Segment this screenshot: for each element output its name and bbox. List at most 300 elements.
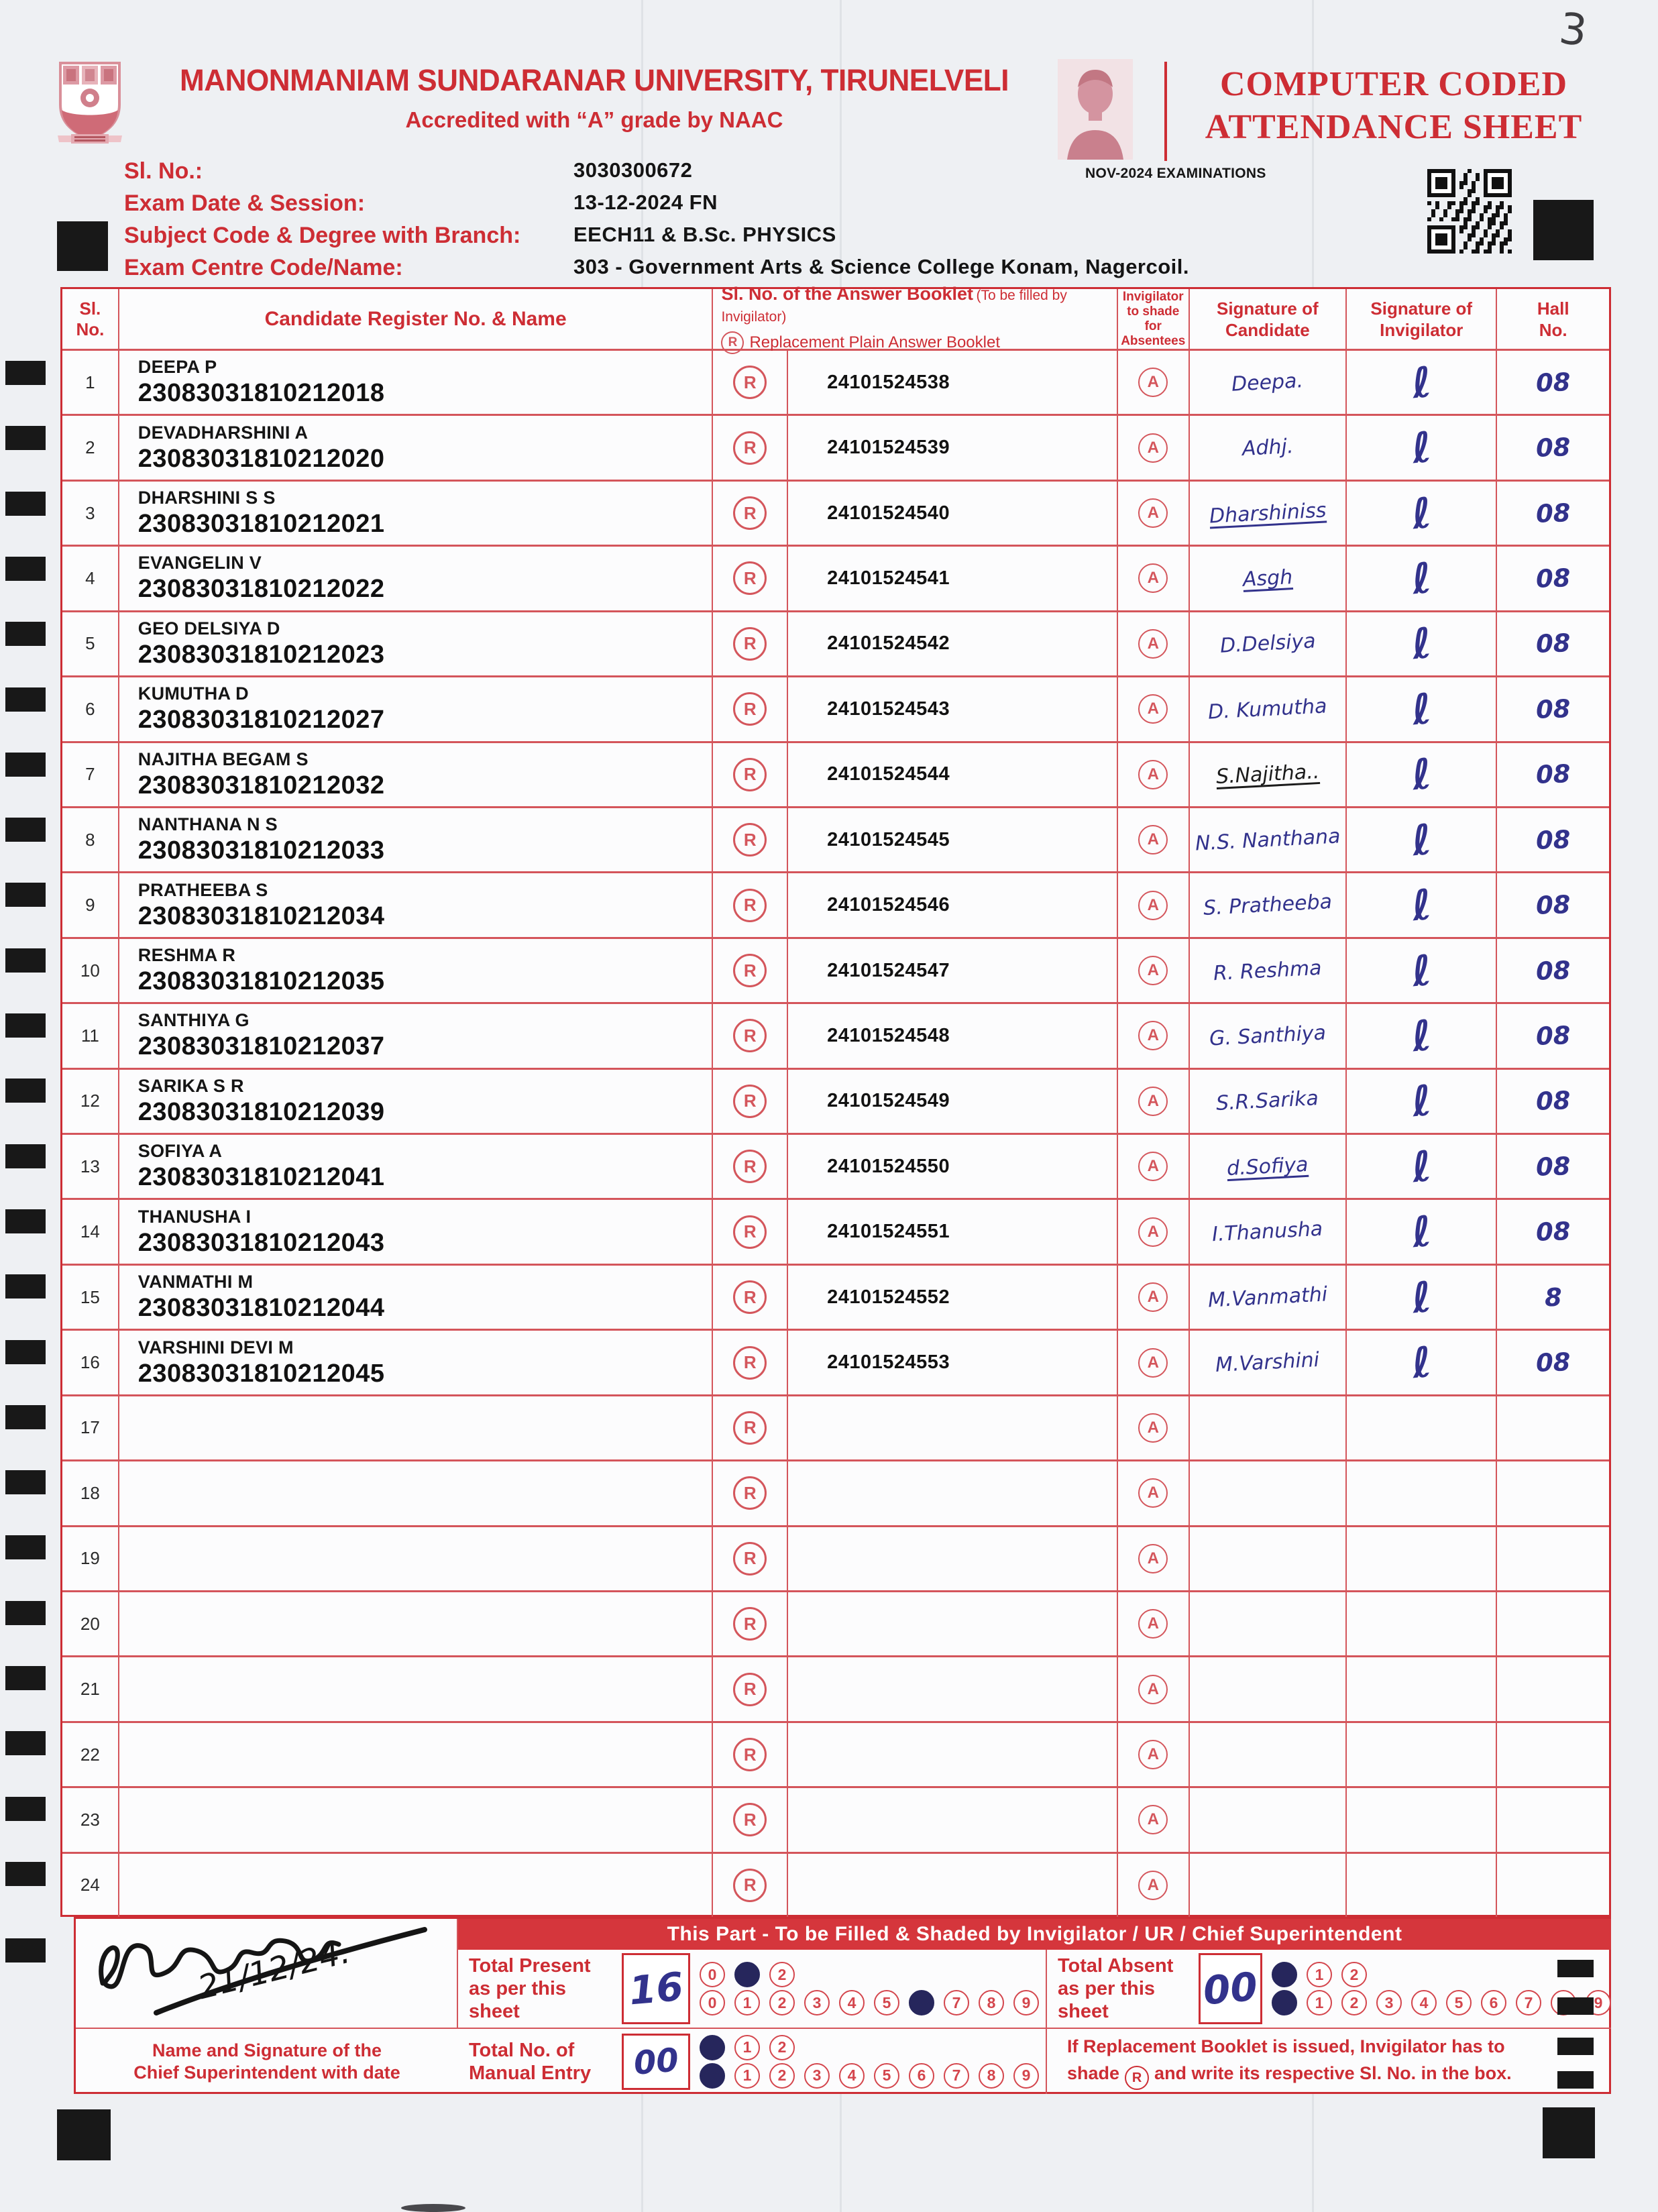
bubble-1: 1 [1307, 1962, 1332, 1987]
absent-indicator [1118, 1200, 1190, 1263]
bubble-7: 7 [1516, 1990, 1541, 2015]
row-number: 15 [62, 1266, 119, 1329]
candidate-signature [1190, 351, 1347, 414]
invigilator-signature [1347, 547, 1497, 610]
header-hall: Hall No. [1537, 298, 1569, 340]
invigilator-signature-glyph: ℓ [1408, 1010, 1434, 1062]
hall-number [1497, 1854, 1609, 1917]
table-row [62, 1527, 1609, 1592]
registration-square [57, 221, 108, 271]
candidate-signature-text: M.Varshini [1215, 1347, 1321, 1378]
absent-indicator [1118, 1135, 1190, 1198]
invigilator-signature [1347, 1461, 1497, 1525]
replacement-symbol-icon: R [733, 561, 767, 595]
hall-number [1497, 1004, 1609, 1067]
hall-number [1497, 1461, 1609, 1525]
candidate-signature-text: N.S. Nanthana [1194, 824, 1341, 856]
table-row [62, 1788, 1609, 1853]
invigilator-signature [1347, 416, 1497, 479]
replacement-indicator [713, 1396, 788, 1459]
header-signature-invigilator: Signature of Invigilator [1347, 289, 1497, 349]
candidate-signature-text: d.Sofiya [1226, 1152, 1309, 1180]
manual-entry-bubbles [700, 2032, 1039, 2091]
absent-indicator [1118, 416, 1190, 479]
hall-number [1497, 612, 1609, 675]
bubble-0-filled [700, 2063, 725, 2089]
candidate-signature-text: Asgh [1241, 565, 1293, 592]
slno-value: 3030300672 [573, 158, 693, 182]
candidate-name: THANUSHA I [137, 1206, 252, 1227]
replacement-indicator [713, 1461, 788, 1525]
bubble-7: 7 [944, 1990, 969, 2015]
invigilator-summary-table [74, 1917, 1611, 2094]
candidate-name: DHARSHINI S S [137, 488, 276, 508]
absent-symbol-icon: A [1138, 694, 1168, 724]
replacement-symbol-icon: R [733, 1738, 767, 1771]
candidate-cell [119, 1592, 714, 1655]
registration-mark [5, 1862, 46, 1886]
invigilator-signature [1347, 351, 1497, 414]
booklet-number: 24101524541 [788, 547, 1118, 610]
row-number: 12 [62, 1070, 119, 1133]
absent-indicator [1118, 1592, 1190, 1655]
absent-symbol-icon: A [1138, 1871, 1168, 1900]
replacement-indicator [713, 1004, 788, 1067]
invigilator-signature-glyph: ℓ [1408, 945, 1434, 996]
bubble-9: 9 [1586, 1990, 1611, 2015]
invigilator-signature [1347, 1331, 1497, 1394]
invigilator-signature-glyph: ℓ [1408, 879, 1434, 931]
booklet-number [788, 1788, 1118, 1851]
booklet-number: 24101524546 [788, 873, 1118, 936]
replacement-symbol-icon: R [733, 1476, 767, 1510]
absent-indicator [1118, 743, 1190, 806]
candidate-signature [1190, 1396, 1347, 1459]
row-number: 5 [62, 612, 119, 675]
candidate-cell [119, 1723, 714, 1786]
bubble-row-tens [700, 2035, 1039, 2060]
registration-mark [5, 948, 46, 973]
row-number: 9 [62, 873, 119, 936]
registration-mark [5, 622, 46, 646]
manual-entry-section [458, 2029, 1047, 2094]
replacement-symbol-icon: R [733, 1869, 767, 1902]
candidate-signature [1190, 1657, 1347, 1720]
university-name: MANONMANIAM SUNDARANAR UNIVERSITY, TIRUNELVELI [180, 63, 1009, 97]
hall-number-text: 08 [1535, 759, 1571, 790]
candidate-cell [119, 1135, 714, 1198]
absent-symbol-icon: A [1138, 1478, 1168, 1508]
bubble-0-filled [1272, 1990, 1297, 2015]
candidate-cell [119, 482, 714, 545]
row-number: 10 [62, 939, 119, 1002]
bubble-1: 1 [734, 2035, 760, 2060]
absent-symbol-icon: A [1138, 563, 1168, 593]
absent-symbol-icon: A [1138, 891, 1168, 920]
bubble-4: 4 [1411, 1990, 1437, 2015]
info-row-exam-date [124, 190, 1466, 219]
header-booklet: Sl. No. of the Answer Booklet (To be filled by Invigilator) R Replacement Plain Answer Booklet [713, 289, 1117, 349]
invigilator-signature [1347, 1854, 1497, 1917]
table-row [62, 1070, 1609, 1135]
total-present-section [458, 1950, 1047, 2029]
bubble-row-units [700, 1990, 1039, 2015]
invigilator-signature-glyph: ℓ [1408, 1076, 1434, 1127]
table-row [62, 1723, 1609, 1788]
registration-mark [5, 687, 46, 712]
absent-indicator [1118, 351, 1190, 414]
candidate-cell [119, 1657, 714, 1720]
university-logo-icon [55, 60, 125, 145]
invigilator-signature-glyph: ℓ [1408, 553, 1434, 604]
registration-mark [5, 1405, 46, 1429]
bubble-5: 5 [1446, 1990, 1472, 2015]
candidate-cell [119, 873, 714, 936]
candidate-signature-text: S. Pratheeba [1203, 890, 1333, 921]
bubble-6: 6 [1481, 1990, 1506, 2015]
absent-symbol-icon: A [1138, 1805, 1168, 1834]
bubble-2: 2 [1341, 1962, 1367, 1987]
replacement-indicator [713, 612, 788, 675]
header-slno: Sl. No. [62, 289, 119, 349]
invigilator-signature [1347, 1266, 1497, 1329]
candidate-cell [119, 1070, 714, 1133]
candidate-cell [119, 1854, 714, 1917]
invigilator-signature [1347, 1657, 1497, 1720]
candidate-cell [119, 1788, 714, 1851]
replacement-indicator [713, 677, 788, 740]
hall-number [1497, 808, 1609, 871]
invigilator-signature [1347, 1135, 1497, 1198]
booklet-number: 24101524548 [788, 1004, 1118, 1067]
replacement-indicator [713, 1723, 788, 1786]
row-number: 19 [62, 1527, 119, 1590]
replacement-indicator [713, 1657, 788, 1720]
bubble-4: 4 [839, 1990, 865, 2015]
replacement-symbol-icon: R [733, 431, 767, 465]
register-number: 23083031810212021 [137, 510, 385, 539]
registration-mark [1557, 2038, 1594, 2055]
replacement-symbol-icon: R [733, 1085, 767, 1118]
handwritten-page-number: 3 [1556, 3, 1590, 57]
replacement-symbol-icon: R [733, 1673, 767, 1706]
row-number: 11 [62, 1004, 119, 1067]
total-present-label: Total Present as per this sheet [469, 1955, 591, 2022]
hall-number-text: 08 [1535, 1217, 1571, 1248]
candidate-signature-text: Adhj. [1241, 435, 1294, 461]
booklet-number: 24101524552 [788, 1266, 1118, 1329]
candidate-signature [1190, 547, 1347, 610]
absent-symbol-icon: A [1138, 1348, 1168, 1378]
candidate-name: DEVADHARSHINI A [137, 422, 309, 443]
hall-number [1497, 1331, 1609, 1394]
invigilator-signature [1347, 1004, 1497, 1067]
chief-superintendent-signature [76, 1919, 458, 2029]
subject-value: EECH11 & B.Sc. PHYSICS [573, 223, 836, 246]
absent-indicator [1118, 873, 1190, 936]
absent-indicator [1118, 1331, 1190, 1394]
invigilator-signature [1347, 939, 1497, 1002]
replacement-indicator [713, 939, 788, 1002]
bubble-1-filled [734, 1962, 760, 1987]
exam-date-value: 13-12-2024 FN [573, 190, 718, 214]
replacement-indicator [713, 547, 788, 610]
candidate-name: PRATHEEBA S [137, 879, 268, 900]
invigilator-signature-glyph: ℓ [1408, 814, 1434, 865]
replacement-note: If Replacement Booklet is issued, Invigilator has to shade R and write its respective Sl. No. in the box. [1047, 2029, 1611, 2094]
table-row [62, 1200, 1609, 1265]
bubble-5: 5 [874, 1990, 899, 2015]
row-number: 14 [62, 1200, 119, 1263]
bubble-3: 3 [804, 1990, 830, 2015]
booklet-number [788, 1396, 1118, 1459]
candidate-name: EVANGELIN V [137, 553, 262, 573]
table-row [62, 677, 1609, 742]
bubble-2: 2 [769, 2063, 795, 2089]
table-row [62, 808, 1609, 873]
table-row [62, 1135, 1609, 1200]
bubble-2: 2 [769, 2035, 795, 2060]
absent-symbol-icon: A [1138, 1217, 1168, 1247]
row-number: 8 [62, 808, 119, 871]
row-number: 13 [62, 1135, 119, 1198]
table-row [62, 351, 1609, 416]
founder-portrait [1058, 59, 1133, 160]
row-number: 20 [62, 1592, 119, 1655]
register-number: 23083031810212022 [137, 575, 385, 604]
info-row-slno [124, 158, 1466, 186]
candidate-signature [1190, 416, 1347, 479]
exam-session: NOV-2024 EXAMINATIONS [1085, 166, 1266, 181]
hall-number-text: 08 [1535, 1021, 1571, 1051]
absent-symbol-icon: A [1138, 1544, 1168, 1573]
table-header-row [62, 284, 1609, 351]
row-number: 18 [62, 1461, 119, 1525]
replacement-indicator [713, 1527, 788, 1590]
replacement-symbol-icon: R [733, 1019, 767, 1052]
absent-indicator [1118, 1070, 1190, 1133]
hall-number [1497, 1592, 1609, 1655]
invigilator-signature-glyph: ℓ [1408, 618, 1434, 669]
bubble-2: 2 [769, 1962, 795, 1987]
table-row [62, 1396, 1609, 1461]
candidate-signature [1190, 873, 1347, 936]
absent-indicator [1118, 482, 1190, 545]
invigilator-signature [1347, 1396, 1497, 1459]
absent-symbol-icon: A [1138, 1609, 1168, 1639]
candidate-signature-text: S.R.Sarika [1215, 1087, 1320, 1116]
exam-date-label: Exam Date & Session: [124, 190, 366, 216]
row-number: 2 [62, 416, 119, 479]
invigilator-signature-glyph: ℓ [1408, 1141, 1434, 1193]
absent-symbol-icon: A [1138, 1021, 1168, 1050]
hall-number-text: 08 [1535, 890, 1571, 920]
candidate-cell [119, 743, 714, 806]
hall-number [1497, 743, 1609, 806]
header-signature-candidate: Signature of Candidate [1190, 289, 1347, 349]
row-number: 17 [62, 1396, 119, 1459]
replacement-indicator [713, 1854, 788, 1917]
bubble-8: 8 [979, 1990, 1004, 2015]
candidate-signature [1190, 743, 1347, 806]
table-row [62, 1266, 1609, 1331]
candidate-name: GEO DELSIYA D [137, 618, 280, 639]
candidate-signature [1190, 677, 1347, 740]
total-present-bubbles [700, 1959, 1039, 2018]
centre-value: 303 - Government Arts & Science College Konam, Nagercoil. [573, 255, 1190, 278]
candidate-signature [1190, 1527, 1347, 1590]
registration-mark [1557, 1960, 1594, 1977]
row-number: 6 [62, 677, 119, 740]
invigilator-signature-glyph: ℓ [1408, 1337, 1434, 1388]
hall-number-text: 08 [1535, 1086, 1571, 1117]
hall-number-text: 08 [1535, 1347, 1571, 1378]
hall-number [1497, 1396, 1609, 1459]
total-present-box [622, 1953, 690, 2024]
booklet-number: 24101524540 [788, 482, 1118, 545]
booklet-number: 24101524544 [788, 743, 1118, 806]
register-number: 23083031810212041 [137, 1163, 385, 1192]
bubble-2: 2 [1341, 1990, 1367, 2015]
replacement-symbol-icon: R [721, 331, 744, 354]
row-number: 23 [62, 1788, 119, 1851]
invigilator-signature [1347, 743, 1497, 806]
absent-indicator [1118, 1723, 1190, 1786]
registration-mark [5, 1601, 46, 1625]
replacement-symbol-icon: R [733, 1803, 767, 1836]
bubble-1: 1 [734, 2063, 760, 2089]
invigilator-signature [1347, 1788, 1497, 1851]
bubble-1: 1 [1307, 1990, 1332, 2015]
registration-mark [5, 883, 46, 907]
candidate-signature [1190, 1200, 1347, 1263]
booklet-number: 24101524547 [788, 939, 1118, 1002]
replacement-symbol-icon: R [1125, 2066, 1149, 2090]
hall-number [1497, 677, 1609, 740]
booklet-number: 24101524542 [788, 612, 1118, 675]
total-absent-section [1047, 1950, 1611, 2029]
table-row [62, 482, 1609, 547]
row-number: 1 [62, 351, 119, 414]
hall-number [1497, 1657, 1609, 1720]
bubble-1: 1 [734, 1990, 760, 2015]
row-number: 22 [62, 1723, 119, 1786]
bubble-7: 7 [944, 2063, 969, 2089]
candidate-signature [1190, 1266, 1347, 1329]
candidate-signature-text: G. Santhiya [1209, 1021, 1327, 1051]
booklet-number: 24101524549 [788, 1070, 1118, 1133]
scan-smudge [401, 2204, 465, 2212]
registration-square [1533, 200, 1594, 260]
invigilator-signature [1347, 1070, 1497, 1133]
registration-mark [5, 557, 46, 581]
hall-number-text: 08 [1535, 1151, 1571, 1182]
candidate-name: NAJITHA BEGAM S [137, 749, 309, 769]
bubble-0: 0 [700, 1962, 725, 1987]
chief-sign-date: 21/12/24. [194, 1932, 354, 2007]
candidate-signature [1190, 1723, 1347, 1786]
invigilator-signature [1347, 1723, 1497, 1786]
registration-mark [5, 1666, 46, 1690]
hall-number [1497, 1723, 1609, 1786]
row-number: 24 [62, 1854, 119, 1917]
replacement-indicator [713, 873, 788, 936]
table-row [62, 1461, 1609, 1527]
manual-entry-box [622, 2034, 690, 2090]
table-row [62, 416, 1609, 481]
invigilator-signature [1347, 482, 1497, 545]
registration-mark [5, 1731, 46, 1755]
candidate-signature-text: Dharshiniss [1208, 498, 1327, 529]
attendance-table [60, 284, 1611, 1917]
hall-number [1497, 416, 1609, 479]
bubble-3: 3 [804, 2063, 830, 2089]
register-number: 23083031810212023 [137, 640, 385, 669]
bubble-8: 8 [979, 2063, 1004, 2089]
register-number: 23083031810212033 [137, 836, 385, 865]
row-number: 3 [62, 482, 119, 545]
candidate-signature-text: Deepa. [1231, 368, 1305, 396]
booklet-number [788, 1657, 1118, 1720]
candidate-signature [1190, 939, 1347, 1002]
replacement-symbol-icon: R [733, 1150, 767, 1183]
replacement-indicator [713, 1200, 788, 1263]
registration-mark [5, 753, 46, 777]
invigilator-signature [1347, 808, 1497, 871]
absent-indicator [1118, 1657, 1190, 1720]
register-number: 23083031810212039 [137, 1097, 385, 1126]
candidate-name: NANTHANA N S [137, 814, 278, 835]
replacement-symbol-icon: R [733, 758, 767, 791]
register-number: 23083031810212018 [137, 379, 385, 408]
total-absent-label: Total Absent as per this sheet [1058, 1955, 1174, 2022]
invigilator-signature [1347, 1592, 1497, 1655]
hall-number-text: 08 [1535, 563, 1571, 594]
invigilator-signature-glyph: ℓ [1408, 749, 1434, 800]
invigilator-signature-glyph: ℓ [1408, 1272, 1434, 1323]
hall-number-text: 08 [1535, 955, 1571, 986]
footer-banner: This Part - To be Filled & Shaded by Invigilator / UR / Chief Superintendent [458, 1919, 1611, 1950]
absent-symbol-icon: A [1138, 1740, 1168, 1769]
table-row [62, 612, 1609, 677]
hall-number-text: 8 [1544, 1282, 1563, 1313]
booklet-number: 24101524551 [788, 1200, 1118, 1263]
replacement-indicator [713, 1266, 788, 1329]
candidate-signature [1190, 1592, 1347, 1655]
hall-number-text: 08 [1535, 824, 1571, 855]
candidate-signature-text: I.Thanusha [1211, 1217, 1324, 1247]
absent-indicator [1118, 1396, 1190, 1459]
register-number: 23083031810212020 [137, 444, 385, 473]
replacement-indicator [713, 482, 788, 545]
table-row [62, 939, 1609, 1004]
replacement-symbol-icon: R [733, 692, 767, 726]
replacement-indicator [713, 1592, 788, 1655]
replacement-symbol-icon: R [733, 823, 767, 856]
total-absent-box [1199, 1953, 1262, 2024]
invigilator-signature [1347, 612, 1497, 675]
hall-number [1497, 939, 1609, 1002]
registration-mark [57, 2109, 111, 2160]
booklet-number [788, 1527, 1118, 1590]
candidate-signature [1190, 1070, 1347, 1133]
candidate-name: SANTHIYA G [137, 1010, 250, 1031]
replacement-symbol-icon: R [733, 954, 767, 987]
replacement-symbol-icon: R [733, 366, 767, 399]
bubble-3: 3 [1376, 1990, 1402, 2015]
hall-number [1497, 351, 1609, 414]
qr-code [1427, 169, 1512, 257]
